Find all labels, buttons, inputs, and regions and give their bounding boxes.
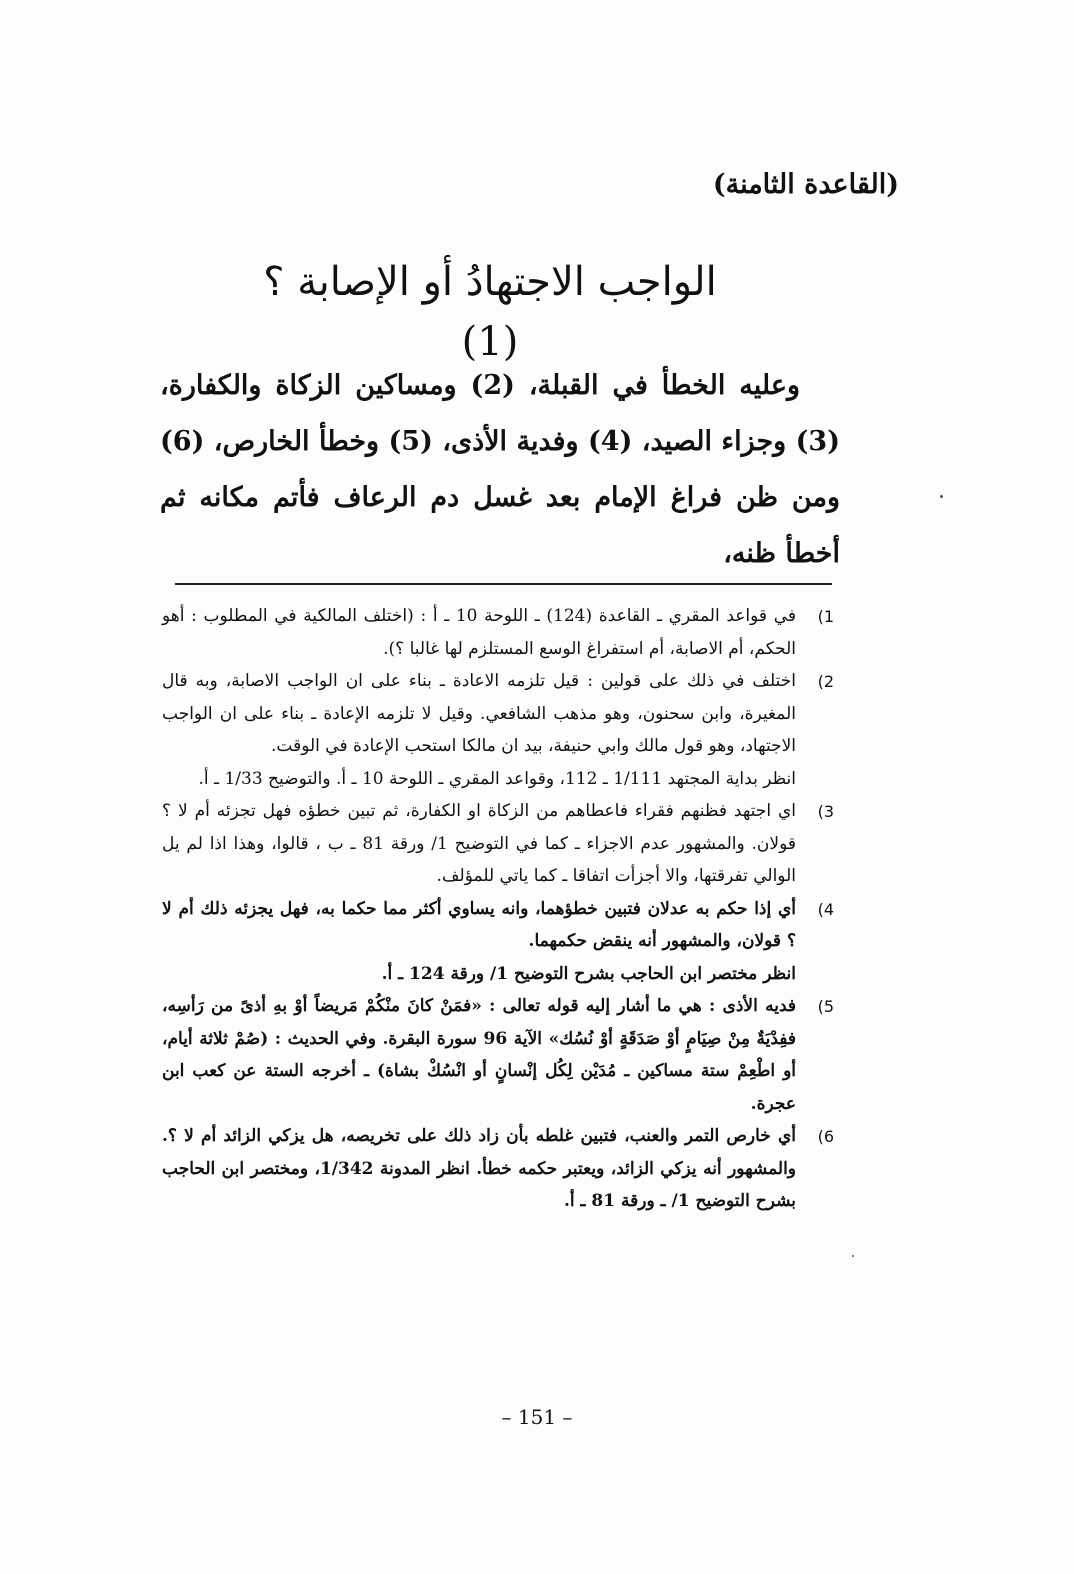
- footnote-4: [162, 893, 834, 991]
- footnote-number: (4: [817, 899, 834, 919]
- page-title: الواجب الاجتهادُ أو الإصابة ؟ (1): [263, 259, 717, 365]
- footnote-paragraph: أي خارص التمر والعنب، فتبين غلطه بأن زاد ذلك على تخريصه، هل يزكي الزائد أم لا ؟. والمشهور أنه يزكي الزائد، ويعتبر حكمه خطأ. انظر المدونة 1/342، ومختصر ابن الحاجب بشرح التوضيح 1/ ـ ورقة 81 ـ أ.: [162, 1126, 797, 1211]
- footnote-text: [162, 990, 796, 1120]
- footnote-2: [162, 665, 834, 795]
- footnote-6: [162, 1120, 834, 1218]
- footnote-paragraph: في قواعد المقري ـ القاعدة (124) ـ اللوحة 10 ـ أ : (اختلف المالكية في المطلوب : أهو الحكم، أم الاصابة، أم استفراغ الوسع المستلزم لها غالبا ؟).: [162, 606, 796, 659]
- footnote-paragraph: أي إذا حكم به عدلان فتبين خطؤهما، وانه يساوي أكثر مما حكما به، فهل يجزئه ذلك أم لا ؟ قولان، والمشهور أنه ينقض حكمهما.: [162, 898, 796, 951]
- footnote-number: (6: [817, 1127, 834, 1146]
- footnote-paragraph: فديه الأذى : هي ما أشار إليه قوله تعالى : «فمَنْ كانَ منْكُمْ مَريضاً أوْ بهِ أذىً من رَأسِه، ففِدْيَةٌ مِنْ صِيَامٍ أوْ صَدَقَةٍ أوْ نُسُك» الآية 96 سورة البقرة. وفي الحديث : (صُمْ ثلاثة أيام، أو اطْعِمْ ستة مساكين ـ مُدَيْن لِكُل إنْسانٍ أو انْسُكْ بشاة) ـ أخرجه الستة عن كعب ابن عجرة.: [162, 996, 796, 1114]
- footnote-3: [162, 795, 834, 893]
- footnote-paragraph: انظر مختصر ابن الحاجب بشرح التوضيح 1/ ورقة 124 ـ أ.: [381, 963, 796, 984]
- footnote-paragraph: اي اجتهد فظنهم فقراء فاعطاهم من الزكاة او الكفارة، ثم تبين خطؤه فهل تجزئه أم لا ؟ قولان. والمشهور عدم الاجزاء ـ كما في التوضيح 1/ ورقة 81 ـ ب ، قالوا، وهذا اذا لم يل الوالي تفرقتها، والا أجزأت اتفاقا ـ كما ياتي للمؤلف.: [162, 801, 796, 886]
- footnote-number: (3: [817, 802, 834, 821]
- footnote-1: [162, 600, 834, 665]
- page-number: – 151 –: [501, 1405, 573, 1429]
- footnote-text: [162, 600, 796, 665]
- footnote-paragraph: انظر بداية المجتهد 1/111 ـ 112، وقواعد المقري ـ اللوحة 10 ـ أ. والتوضيح 1/33 ـ أ.: [198, 768, 796, 789]
- scan-speck: [940, 495, 943, 498]
- footnote-text: [162, 795, 796, 893]
- scan-speck: [852, 1255, 854, 1257]
- footnotes: [162, 600, 834, 1218]
- footnote-text: [162, 1120, 796, 1218]
- footnote-number: (1: [817, 607, 834, 626]
- body-paragraph: وعليه الخطأ في القبلة، (2) ومساكين الزكاة والكفارة، (3) وجزاء الصيد، (4) وفدية الأذى، (5) وخطأ الخارص، (6) ومن ظن فراغ الإمام بعد غسل دم الرعاف فأتم مكانه ثم أخطأ ظنه،: [160, 370, 840, 569]
- footnote-number: (2: [817, 672, 834, 691]
- footnote-divider: [175, 583, 832, 585]
- rule-label: (القاعدة الثامنة): [712, 169, 899, 200]
- footnote-number: (5: [817, 997, 834, 1016]
- footnote-paragraph: اختلف في ذلك على قولين : قيل تلزمه الاعادة ـ بناء على ان الواجب الاصابة، وبه قال المغيرة، وابن سحنون، وهو مذهب الشافعي. وقيل لا تلزمه الإعادة ـ بناء على ان الواجب الاجتهاد، وهو قول مالك وابي حنيفة، بيد ان مالكا استحب الإعادة في الوقت.: [162, 671, 796, 756]
- footnote-text: [162, 665, 796, 795]
- body-text: [160, 358, 840, 582]
- footnote-5: [162, 990, 834, 1120]
- footnote-text: [162, 893, 796, 991]
